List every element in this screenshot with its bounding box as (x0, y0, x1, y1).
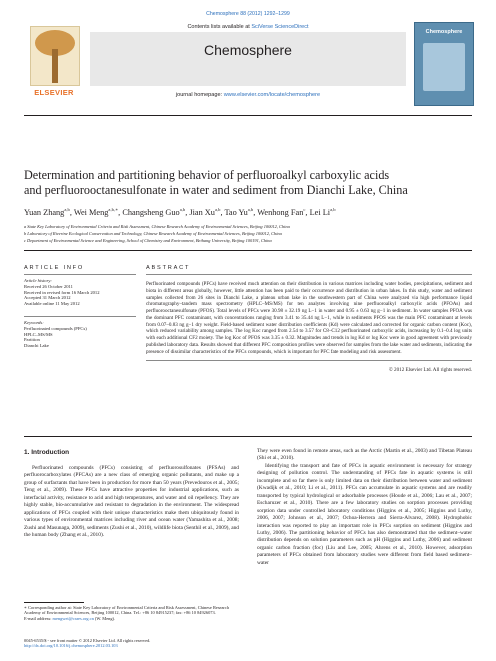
divider (24, 250, 472, 251)
keyword: Partition (24, 337, 40, 343)
journal-masthead (24, 22, 472, 116)
affiliation-a: a State Key Laboratory of Environmental Criteria and Risk Assessment, Chinese Research Academy of Environmental Sciences, Beijing 100012, China (24, 224, 290, 229)
email-link[interactable]: mengwei@craes.org.cn (52, 615, 94, 621)
homepage-link[interactable]: www.elsevier.com/locate/chemosphere (223, 92, 321, 98)
author[interactable]: Yuan Zhang$^{a,b}$ (24, 207, 70, 217)
journal-band (90, 22, 406, 104)
affiliation-b: b Laboratory of Riverine Ecological Conservation and Technology, Chinese Research Academy of Environmental Sciences, Beijing 100012, China (24, 231, 282, 236)
corresponding-author-footnote: ∗ Corresponding author at: State Key Laboratory of Environmental Criteria and Risk Assessment, Chinese Research Academy of Environmental Sciences, Beijing 100012, China. Tel.: +86 10 84915237; fax: +86 10 84926073. E-mail address: mengwei@craes.org.cn (W. Meng). (24, 605, 230, 621)
abstract-text: Perfluorinated compounds (PFCs) have received much attention on their distribution in various matrices including water bodies, precipitations, sediment and biota in different areas globally, however, little attention has been paid to their occurrence and distribution in urban lakes. In this study, water and sediment samples collected from 26 sites in Dianchi Lake, a plateau urban lake in the southwestern part of China were analyzed via high performance liquid chromatography–tandem mass spectrometry (HPLC–MS/MS) for ten analytes involving nine perfluoroalkyl carboxylic acids (PFOAs) and perfluorooctanesulfonate (PFOS). Total levels of PFCs were 30.98 ± 32.19 ng L−1 in water and 0.95 ± 0.63 ng g−1 in sediment. In water samples PFOA was the dominant PFC contaminant, with concentrations ranging from 3.41 to 35.44 ng L−1, while in sediments PFOS was the main PFC contaminant at levels from 0.07–0.83 ng g−1 dry weight. Field-based sediment water distribution coefficients (Kd) were calculated and corrected for organic carbon content (Koc), which reduced variability among samples. The log Koc ranged from 2.54 to 3.57 for C8–C12 perfluorinated carboxylic acids, increasing by 0.1–0.4 log units with each additional CF2 moiety. The log Koc of PFOS was 3.35 ± 0.32. Magnitudes and trends in log Kd or log Koc were in good agreement with previously published laboratory data. Results showed that different PFC composition profiles were observed for samples from the lake water and sediments, indicating the presence of dissimilar characteristics of the PFCs compounds, which is important for PFC fate modeling and risk assessment. (146, 281, 472, 355)
divider (24, 436, 472, 437)
intro-left-column (24, 465, 239, 540)
paragraph: They were even found in remote areas, such as the Arctic (Martin et al., 2003) and Tibetan Plateau (Shi et al., 2010). (257, 448, 472, 462)
history-label: Article history: (24, 278, 52, 283)
cover-image-icon (423, 43, 465, 91)
publisher-name: ELSEVIER (34, 88, 74, 97)
doi-link[interactable]: http://dx.doi.org/10.1016/j.chemosphere.2012.03.103 (24, 643, 118, 649)
paragraph: Perfluorinated compounds (PFCs) consisting of perfluorosulfonates (PFSAs) and perfluorocarboxylates (PFCAs) are a new class of emerging organic pollutants, and make up a group of surfactants that have been in production for more than 50 years (Prevedouros et al., 2005; Teng et al., 2009). These PFCs have attractive properties for industrial applications, such as interfacial activity, resistance to acid and high temperatures, and water and oil repellency. They are highly stable, bio-accumulative and resistant to degradation in the environment. The widespread applications of PFCs coupled with their unique characteristics make them ubiquitously found in various types of environmental matrices including river and ocean water (Yamashita et al., 2008; Zushi and Masunaga, 2009), sediments (Zushi et al., 2010), wildlife biota (Senthil et al., 2009), and the human body (Zhang et al., 2010). (24, 465, 239, 539)
history-item: Accepted 31 March 2012 (24, 295, 71, 301)
affiliation-c: c Department of Environmental Science and Engineering, School of Chemistry and Environment, Beihang University, Beijing 100191, China (24, 238, 272, 243)
journal-cover (414, 22, 474, 106)
author[interactable]: Jian Xu$^{a,b}$ (189, 207, 221, 217)
intro-right-column (257, 448, 472, 567)
issn-line: 0045-6535/$ - see front matter © 2012 Elsevier Ltd. All rights reserved. (24, 638, 151, 643)
journal-homepage: journal homepage: www.elsevier.com/locate/chemosphere (175, 92, 321, 98)
section-heading: 1. Introduction (24, 449, 70, 456)
keyword: HPLC–MS/MS (24, 331, 53, 337)
sciencedirect-link[interactable]: SciVerse ScienceDirect (251, 24, 309, 30)
history-item: Available online 11 May 2012 (24, 301, 80, 307)
copyright: © 2012 Elsevier Ltd. All rights reserved. (388, 367, 472, 374)
author-list: Yuan Zhang$^{a,b}$, Wei Meng$^{a,b,∗}$, Changsheng Guo$^{a,b}$, Jian Xu$^{a,b}$, Tao Yu$^{a,b}$, Wenhong Fan$^c$, Lei Li$^{a,b}$ (24, 207, 336, 217)
journal-citation: Chemosphere 88 (2012) 1292–1299 (206, 11, 290, 17)
keyword: Dianchi Lake (24, 343, 49, 349)
contents-line: Contents lists available at SciVerse ScienceDirect (187, 24, 309, 30)
article-title: Determination and partitioning behavior of perfluoroalkyl carboxylic acids and perfluorooctanesulfonate in water and sediment from Dianchi Lake, China (24, 168, 408, 197)
article-info-heading: ARTICLE INFO (24, 265, 85, 271)
history-item: Received 26 October 2011 (24, 283, 73, 289)
abstract-section (146, 265, 472, 373)
author[interactable]: Lei Li$^{a,b}$ (309, 207, 336, 217)
author[interactable]: Changsheng Guo$^{a,b}$ (122, 207, 186, 217)
abstract-heading: ABSTRACT (146, 265, 191, 271)
author[interactable]: Wenhong Fan$^c$ (257, 207, 306, 217)
keywords-label: Keywords: (24, 319, 44, 325)
history-item: Received in revised form 16 March 2012 (24, 289, 100, 295)
page-footer (24, 638, 239, 649)
author[interactable]: Wei Meng$^{a,b,∗}$ (73, 207, 119, 217)
paragraph: Identifying the transport and fate of PFCs in aquatic environment is necessary for strategy designing of pollution control. The understanding of PFCs fate in aquatic systems is still incomplete and so far there is only limited data on their distribution between water and sediment (Kwadijk et al., 2010; Li et al., 2011). PFCs can accumulate in aquatic systems and are readily transported by typical hydrological or adsorbable processes (Houde et al., 2006; Lau et al., 2007; Escharuzer et al., 2010). There are a few laboratory studies on sorption processes providing sorption data under controlled laboratory conditions (Higgins et al., 2005; Higgins and Luthy, 2006, 2007; Johnson et al., 2007; Ochoa-Herrera and Sierra-Alvarez, 2008). Hydrophobic interaction was reported to play an important role in PFCs sorption on sediment (Higgins and Luthy, 2006). The partitioning behavior of PFCs has also demonstrated that the sediment–water distribution depends on solution parameters such as pH (Higgins and Luthy, 2006) and sediment organic carbon fraction (foc) (Liu and Lee, 2005; Ahrens et al., 2010). However, adsorption parameters of PFCs obtained from laboratory studies were different from field based sediment–water (257, 462, 472, 566)
article-info (24, 265, 136, 349)
publisher-logo (24, 22, 84, 104)
journal-name: Chemosphere (204, 42, 292, 58)
cover-title: Chemosphere (425, 29, 463, 35)
author[interactable]: Tao Yu$^{a,b}$ (224, 207, 254, 217)
keyword: Perfluorinated compounds (PFCs) (24, 325, 87, 331)
tree-logo-icon (30, 26, 80, 86)
